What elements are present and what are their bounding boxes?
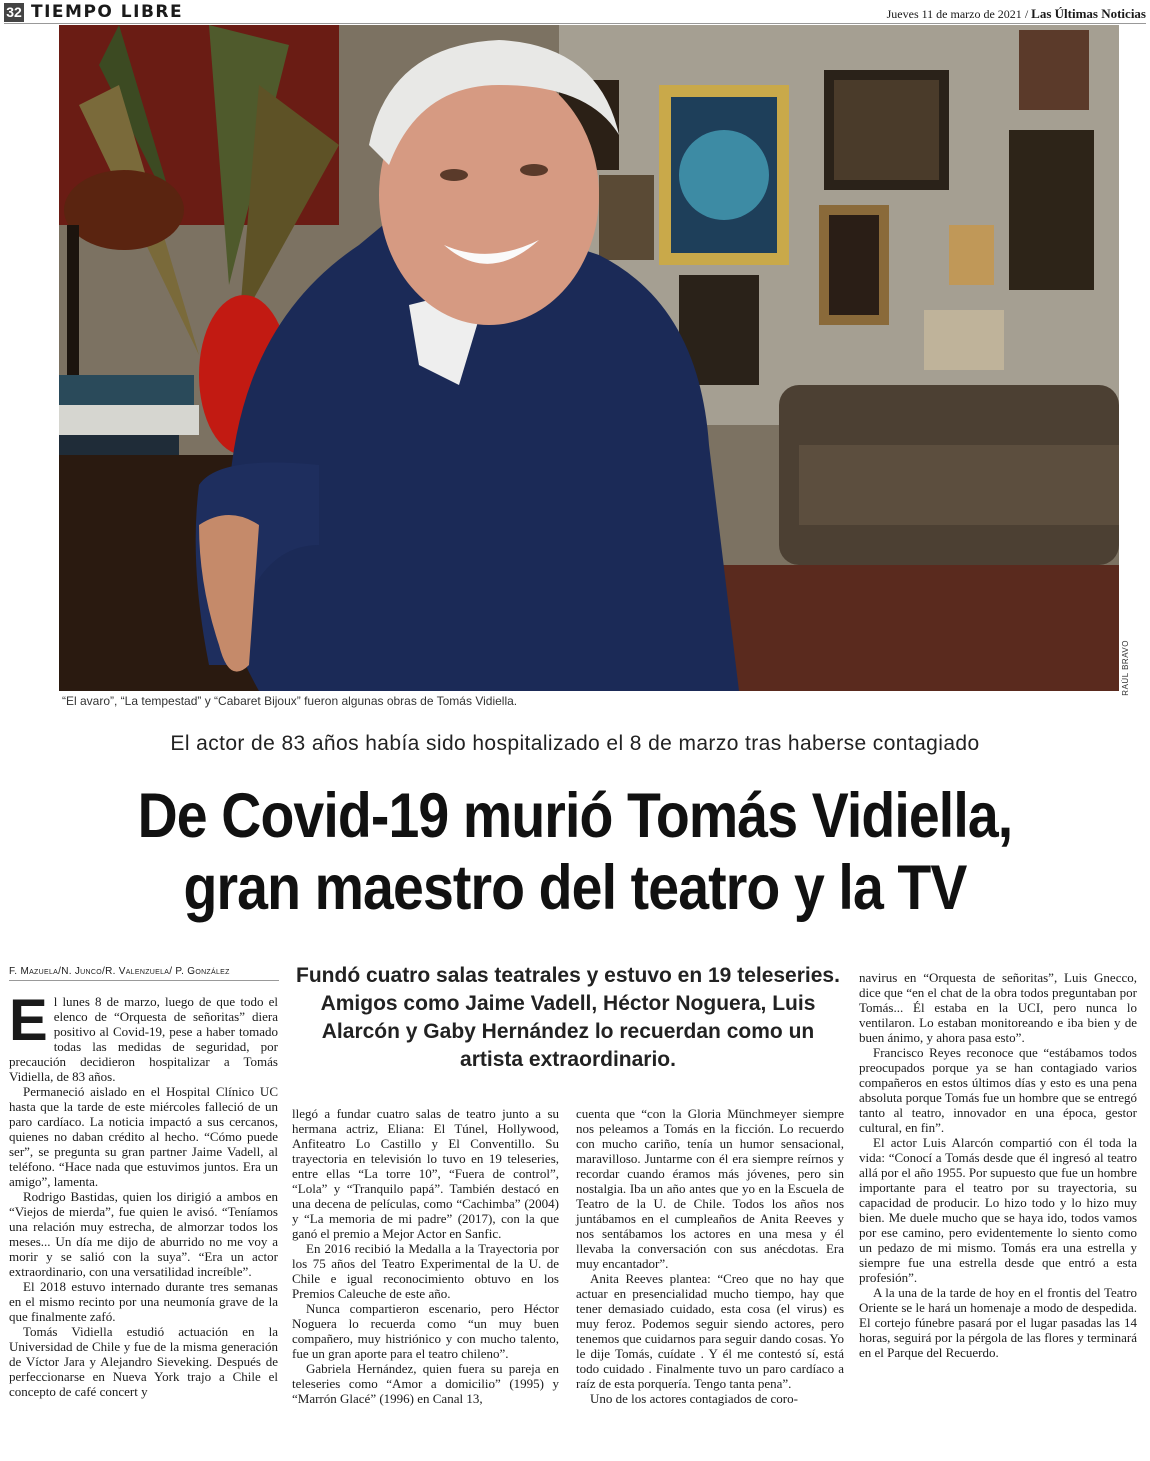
page-header — [4, 2, 1146, 24]
paragraph: Gabriela Hernández, quien fuera su pareja en teleseries como “Amor a domicilio” (1995) y “Marrón Glacé” (1996) en Canal 13, — [292, 1361, 559, 1406]
paragraph: navirus en “Orquesta de señoritas”, Luis Gnecco, dice que “en el chat de la obra todos preguntaban por Tomás... Él estaba en la UCI, pero nunca lo ventilaron. Lo estaban monitoreando e iba bien y de buen ánimo, y ahora pasa esto”. — [859, 970, 1137, 1045]
dateline-separator: / — [1024, 7, 1029, 21]
paragraph: El actor Luis Alarcón compartió con él toda la vida: “Conocí a Tomás desde que él ingresó al teatro allá por el año 1955. Por supuesto que fue un hombre importante para el teatro por su trayectoria, su capacidad de producir. Lo hizo todo y lo hizo muy bien. Me duele mucho que se haya ido, todos vamos por ese camino, pero evidentemente lo siento como un pedazo de mi mismo. Tomás era una estrella y siempre fue una estrella desde que entró a esta profesión”. — [859, 1135, 1137, 1285]
article-column-4 — [859, 970, 1137, 1360]
headline-line-2: gran maestro del teatro y la TV — [183, 853, 967, 923]
drop-cap: E — [9, 988, 48, 1053]
photo-illustration — [59, 25, 1119, 691]
article-byline: F. Mazuela/N. Junco/R. Valenzuela/ P. González — [9, 966, 279, 981]
dateline — [887, 6, 1146, 22]
paragraph: Uno de los actores contagiados de coro- — [590, 1391, 798, 1406]
issue-date: Jueves 11 de marzo de 2021 — [886, 7, 1022, 21]
photo-caption: “El avaro”, “La tempestad” y “Cabaret Bijoux” fueron algunas obras de Tomás Vidiella. — [62, 694, 518, 708]
article-column-3 — [576, 1106, 844, 1406]
paragraph: Francisco Reyes reconoce que “estábamos todos preocupados porque ya se han contagiado varios compañeros en estos últimos días y esto es una pena absoluta porque Tomás fue un hombre que se entregó tanto al teatro, innovador en una época, gestor cultural, en fin”. — [859, 1045, 1137, 1135]
article-photo — [59, 25, 1119, 691]
page-number: 32 — [4, 3, 24, 22]
article-column-1 — [9, 988, 278, 1399]
paragraph: Nunca compartieron escenario, pero Héctor Noguera lo recuerda como “un muy buen compañero, muy histriónico y con mucho talento, fue un gran aporte para el teatro chileno”. — [292, 1301, 559, 1361]
article-headline — [69, 780, 1081, 924]
paragraph: A la una de la tarde de hoy en el frontis del Teatro Oriente se le hará un homenaje a modo de despedida. El cortejo fúnebre pasará por el lugar pasadas las 14 horas, seguirá por la pérgola de las flores y terminará en el Parque del Recuerdo. — [859, 1285, 1137, 1360]
paragraph: cuenta que “con la Gloria Münchmeyer siempre nos peleamos a Tomás en la ficción. Lo recuerdo con mucho cariño, tenía un humor sensacional, maravilloso. Juntarme con él era siempre reírnos y recordar cuando éramos más jóvenes, pero sin nostalgia. Iba un año antes que yo en la Escuela de Teatro de la U. de Chile. Todos los años nos juntábamos en el cumpleaños de Anita Reeves y nos sentábamos los actores en una mesa y él llevaba la conversación con sus anécdotas. Era muy encantador”. — [576, 1106, 844, 1271]
photo-credit: RAÚL BRAVO — [1121, 640, 1130, 696]
publication-name: Las Últimas Noticias — [1031, 6, 1146, 21]
paragraph: En 2016 recibió la Medalla a la Trayectoria por los 75 años del Teatro Experimental de la U. de Chile e igual reconocimiento obtuvo en los Premios Caleuche de este año. — [292, 1241, 559, 1301]
article-deck: Fundó cuatro salas teatrales y estuvo en 19 teleseries. Amigos como Jaime Vadell, Héctor Noguera, Luis Alarcón y Gaby Hernández lo recuerdan como un artista extraordinario. — [296, 964, 840, 1071]
paragraph: Rodrigo Bastidas, quien los dirigió a ambos en “Viejos de mierda”, fue quien le avisó. “Teníamos una relación muy estrecha, de almorzar todos los meses... Un día me dijo de aburrido no me voy a morir y se salió con la suya”. “Era un actor extraordinario, con una versatilidad increíble”. — [9, 1189, 278, 1279]
paragraph: Tomás Vidiella estudió actuación en la Universidad de Chile y fue de la misma generación de Víctor Jara y Alejandro Sieveking. Después de perfeccionarse en Nueva York trajo a Chile el concepto de café concert y — [9, 1324, 278, 1399]
section-title: TIEMPO LIBRE — [31, 2, 184, 22]
article-kicker: El actor de 83 años había sido hospitalizado el 8 de marzo tras haberse contagiado — [170, 732, 980, 755]
paragraph: Permaneció aislado en el Hospital Clínico UC hasta que la tarde de este miércoles falleció de un paro cardíaco. La noticia impactó a sus cercanos, quienes no daban crédito al hecho. “Cómo puede ser”, se pregunta su gran partner Jaime Vadell, al teléfono. “Hace nada que estuvimos juntos. Era un amigo”, lamenta. — [9, 1084, 278, 1189]
paragraph: El 2018 estuvo internado durante tres semanas en el mismo recinto por una neumonía grave de la que finalmente zafó. — [9, 1279, 278, 1324]
paragraph-text: l lunes 8 de marzo, luego de que todo el elenco de “Orquesta de señoritas” diera positivo al Covid-19, pese a haber tomado todas las medidas de seguridad, por precaución decidieron hospitalizar a Tomás Vidiella, de 83 años. — [9, 994, 278, 1084]
paragraph — [9, 988, 278, 1084]
headline-line-1: De Covid-19 murió Tomás Vidiella, — [137, 781, 1013, 851]
paragraph: Anita Reeves plantea: “Creo que no hay que actuar en presencialidad mucho tiempo, hay que tener demasiado cuidado, esta cosa (el virus) es muy feroz. Podemos seguir siendo actores, pero tenemos que cuidarnos para seguir dando cosas. Yo le dije Tomás, cuídate . Y él me contestó sí, está todo cuidado . Finalmente tuvo un paro cardíaco a raíz de esta porquería. Tengo tanta pena”. — [576, 1271, 844, 1391]
article-column-2 — [292, 1106, 559, 1406]
paragraph: llegó a fundar cuatro salas de teatro junto a su hermana actriz, Eliana: El Túnel, Hollywood, Anfiteatro Lo Castillo y El Conventillo. Su trayectoria en televisión lo tuvo en 19 teleseries, entre ellas “La torre 10”, “Fuera de control”, “Lola” y “Tranquilo papá”. También destacó en una decena de películas, como “Cachimba” (2004) y “La memoria de mi padre” (2017), con la que ganó el premio a Mejor Actor en Sanfic. — [292, 1106, 559, 1241]
